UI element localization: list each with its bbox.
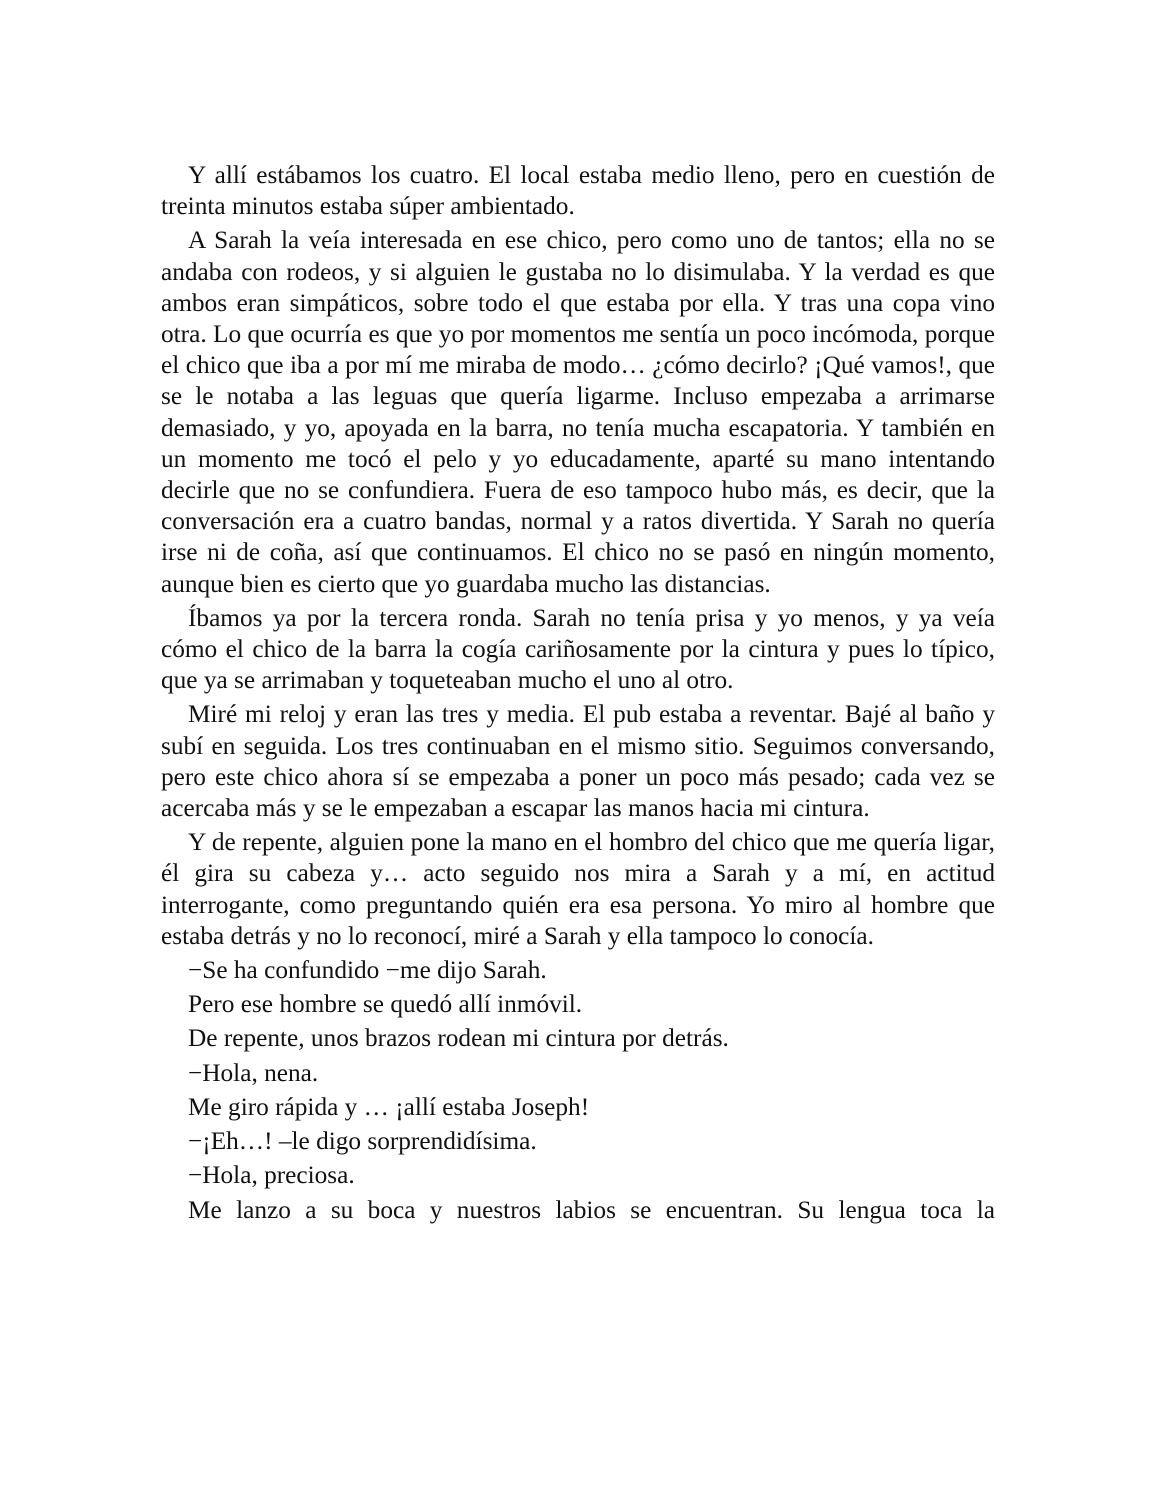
paragraph-1: Y allí estábamos los cuatro. El local estaba medio lleno, pero en cuestión de treinta minutos estaba súper ambientado.: [161, 161, 995, 221]
paragraph-5: Y de repente, alguien pone la mano en el hombro del chico que me quería ligar, él gira su cabeza y… acto seguido nos mira a Sarah y a mí, en actitud interrogante, como preguntando quién era esa persona. Yo miro al hombre que estaba detrás y no lo reconocí, miré a Sarah y ella tampoco lo conocía.: [161, 828, 995, 950]
paragraph-3: Íbamos ya por la tercera ronda. Sarah no tenía prisa y yo menos, y ya veía cómo el chico de la barra la cogía cariñosamente por la cintura y pues lo típico, que ya se arrimaban y toqueteaban mucho el uno al otro.: [161, 603, 995, 695]
dialogue-line-4: −Hola, preciosa.: [188, 1161, 355, 1190]
paragraph-6: Pero ese hombre se quedó allí inmóvil.: [188, 990, 583, 1019]
paragraph-9: Me lanzo a su boca y nuestros labios se encuentran. Su lengua toca la: [188, 1195, 995, 1224]
dialogue-line-2: −Hola, nena.: [188, 1058, 319, 1087]
book-page: [161, 160, 995, 1226]
paragraph-2: A Sarah la veía interesada en ese chico, pero como uno de tantos; ella no se andaba con rodeos, y si alguien le gustaba no lo disimulaba. Y la verdad es que ambos eran simpáticos, sobre todo el que estaba por ella. Y tras una copa vino otra. Lo que ocurría es que yo por momentos me sentía un poco incómoda, porque el chico que iba a por mí me miraba de modo… ¿cómo decirlo? ¡Qué vamos!, que se le notaba a las leguas que quería ligarme. Incluso empezaba a arrimarse demasiado, y yo, apoyada en la barra, no tenía mucha escapatoria. Y también en un momento me tocó el pelo y yo educadamente, aparté su mano intentando decirle que no se confundiera. Fuera de eso tampoco hubo más, es decir, que la conversación era a cuatro bandas, normal y a ratos divertida. Y Sarah no quería irse ni de coña, así que continuamos. El chico no se pasó en ningún momento, aunque bien es cierto que yo guardaba mucho las distancias.: [161, 226, 995, 598]
dialogue-line-1: −Se ha confundido −me dijo Sarah.: [188, 956, 547, 985]
paragraph-7: De repente, unos brazos rodean mi cintura por detrás.: [188, 1024, 729, 1053]
paragraph-8: Me giro rápida y … ¡allí estaba Joseph!: [188, 1092, 590, 1121]
dialogue-line-3: −¡Eh…! –le digo sorprendidísima.: [188, 1127, 537, 1156]
paragraph-4: Miré mi reloj y eran las tres y media. El pub estaba a reventar. Bajé al baño y subí en seguida. Los tres continuaban en el mismo sitio. Seguimos conversando, pero este chico ahora sí se empezaba a poner un poco más pesado; cada vez se acercaba más y se le empezaban a escapar las manos hacia mi cintura.: [161, 700, 995, 823]
